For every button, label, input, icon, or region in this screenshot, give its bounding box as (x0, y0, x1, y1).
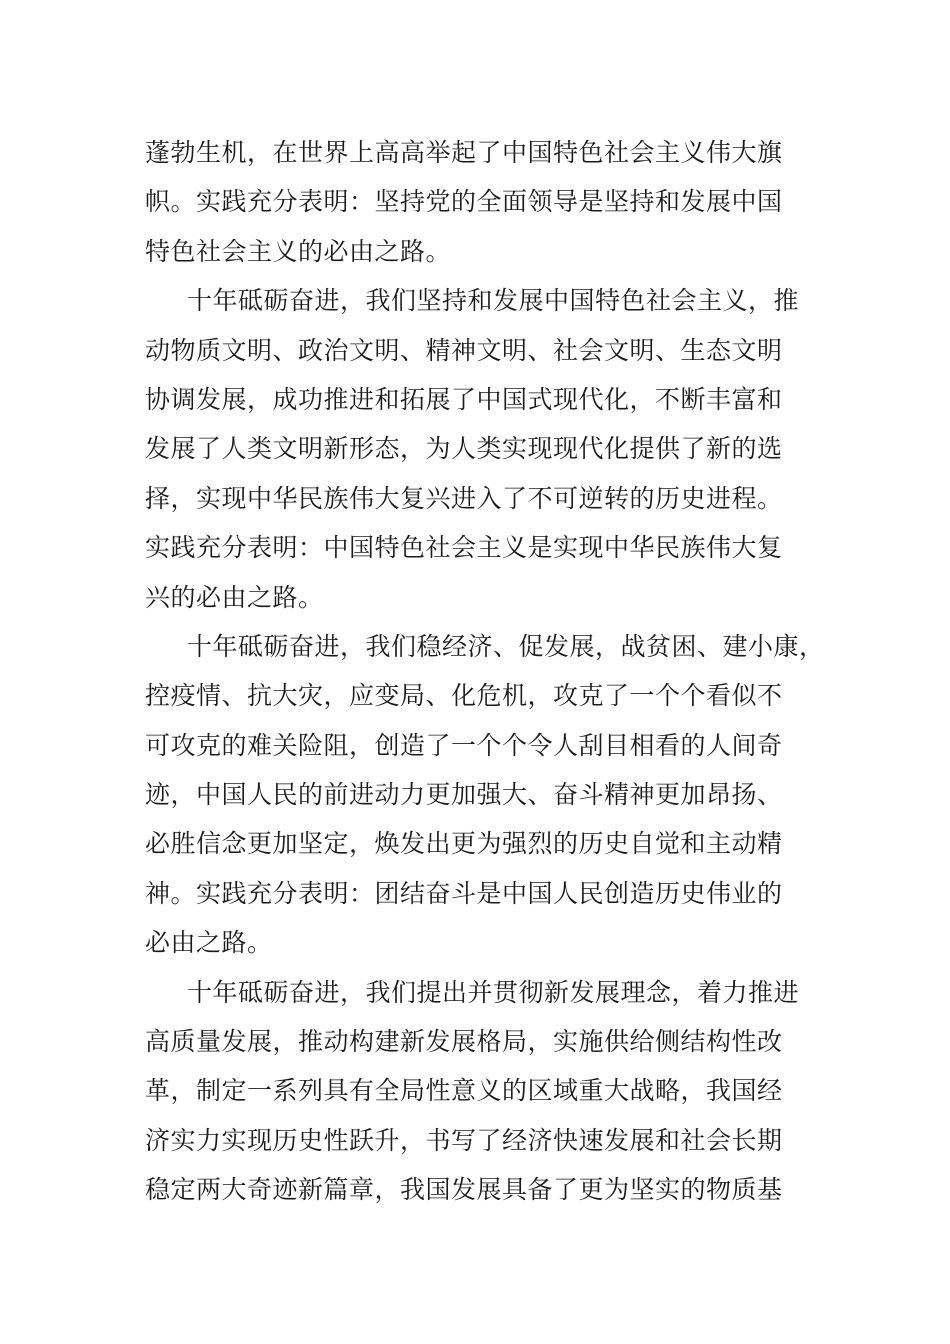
paragraph-line: 神。实践充分表明：团结奋斗是中国人民创造历史伟业的 (145, 878, 783, 908)
paragraph-line: 稳定两大奇迹新篇章，我国发展具备了更为坚实的物质基 (145, 1175, 783, 1205)
paragraph-line: 高质量发展，推动构建新发展格局，实施供给侧结构性改 (145, 1027, 783, 1057)
paragraph-first-line: 十年砥砺奋进，我们稳经济、促发展，战贫困、建小康， (187, 631, 825, 661)
paragraph-line: 可攻克的难关险阻，创造了一个个令人刮目相看的人间奇 (145, 730, 783, 760)
paragraph-2 (145, 276, 810, 622)
paragraph-line: 特色社会主义的必由之路。 (145, 236, 452, 266)
paragraph-1 (145, 128, 810, 276)
paragraph-line: 必胜信念更加坚定，焕发出更为强烈的历史自觉和主动精 (145, 829, 783, 859)
paragraph-line: 发展了人类文明新形态，为人类实现现代化提供了新的选 (145, 434, 783, 464)
paragraph-first-line: 十年砥砺奋进，我们坚持和发展中国特色社会主义，推 (187, 286, 800, 316)
paragraph-line: 迹，中国人民的前进动力更加强大、奋斗精神更加昂扬、 (145, 780, 783, 810)
document-body (145, 128, 825, 1215)
paragraph-line: 协调发展，成功推进和拓展了中国式现代化，不断丰富和 (145, 384, 783, 414)
paragraph-line: 帜。实践充分表明：坚持党的全面领导是坚持和发展中国 (145, 187, 783, 217)
paragraph-line: 动物质文明、政治文明、精神文明、社会文明、生态文明 (145, 335, 783, 365)
paragraph-line: 实践充分表明：中国特色社会主义是实现中华民族伟大复 (145, 533, 783, 563)
paragraph-line: 革，制定一系列具有全局性意义的区域重大战略，我国经 (145, 1076, 783, 1106)
paragraph-line: 必由之路。 (145, 928, 273, 958)
paragraph-line: 兴的必由之路。 (145, 582, 324, 612)
paragraph-line: 蓬勃生机，在世界上高高举起了中国特色社会主义伟大旗 (145, 138, 783, 167)
paragraph-3 (145, 622, 825, 968)
paragraph-line: 济实力实现历史性跃升，书写了经济快速发展和社会长期 (145, 1125, 783, 1155)
paragraph-4 (145, 968, 810, 1215)
paragraph-first-line: 十年砥砺奋进，我们提出并贯彻新发展理念，着力推进 (187, 977, 800, 1007)
paragraph-line: 择，实现中华民族伟大复兴进入了不可逆转的历史进程。 (145, 483, 783, 513)
paragraph-line: 控疫情、抗大灾，应变局、化危机，攻克了一个个看似不 (145, 681, 783, 711)
